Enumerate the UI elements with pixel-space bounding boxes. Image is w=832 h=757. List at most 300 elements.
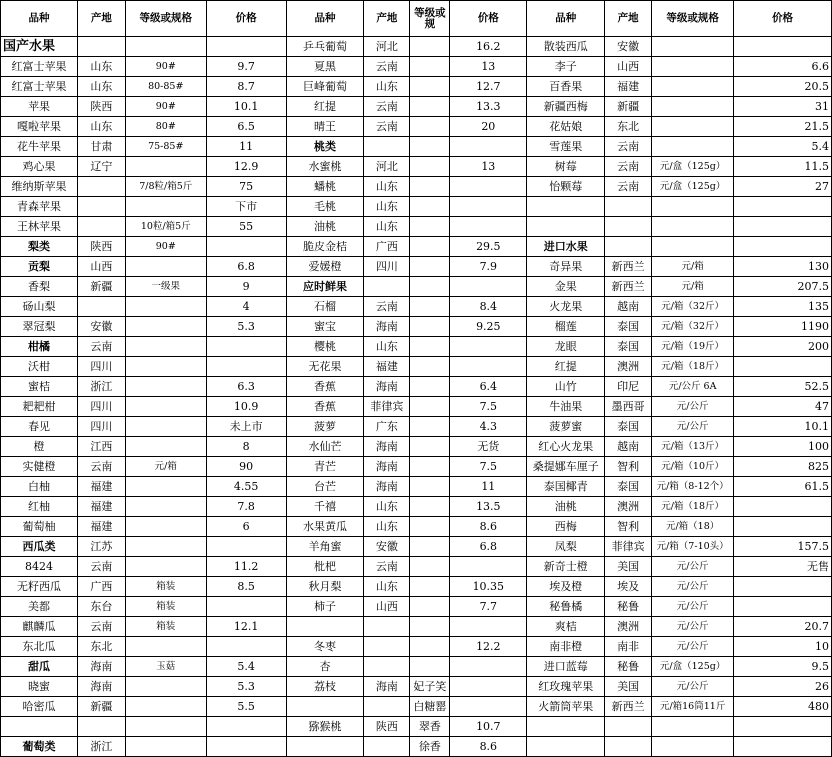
cell-price: 20.5 bbox=[734, 77, 832, 97]
cell-variety bbox=[527, 197, 605, 217]
cell-variety: 巨峰葡萄 bbox=[286, 77, 364, 97]
cell-variety: 进口水果 bbox=[527, 237, 605, 257]
cell-variety bbox=[527, 737, 605, 757]
table-row bbox=[1, 717, 832, 737]
cell-grade: 元/盒（125g） bbox=[652, 157, 734, 177]
cell-price: 下市 bbox=[206, 197, 286, 217]
cell-price: 100 bbox=[734, 437, 832, 457]
cell-grade bbox=[125, 477, 206, 497]
cell-origin: 四川 bbox=[77, 357, 125, 377]
cell-price: 6.8 bbox=[206, 257, 286, 277]
cell-variety: 枇杷 bbox=[286, 557, 364, 577]
cell-origin: 云南 bbox=[364, 297, 410, 317]
cell-variety: 红提 bbox=[527, 357, 605, 377]
cell-grade bbox=[125, 537, 206, 557]
cell-price bbox=[450, 337, 527, 357]
cell-grade bbox=[652, 77, 734, 97]
cell-grade bbox=[125, 337, 206, 357]
cell-grade: 90# bbox=[125, 237, 206, 257]
cell-origin: 南非 bbox=[605, 637, 652, 657]
cell-origin: 山西 bbox=[77, 257, 125, 277]
cell-price bbox=[206, 37, 286, 57]
cell-origin: 澳洲 bbox=[605, 617, 652, 637]
cell-price bbox=[450, 137, 527, 157]
table-row bbox=[1, 337, 832, 357]
table-row bbox=[1, 297, 832, 317]
cell-price: 10.7 bbox=[450, 717, 527, 737]
cell-origin: 四川 bbox=[77, 417, 125, 437]
cell-origin: 江西 bbox=[77, 437, 125, 457]
cell-origin: 广西 bbox=[364, 237, 410, 257]
cell-price: 11.2 bbox=[206, 557, 286, 577]
cell-grade bbox=[125, 377, 206, 397]
cell-variety: 秘鲁橘 bbox=[527, 597, 605, 617]
header-origin: 产地 bbox=[364, 1, 410, 37]
header-price: 价格 bbox=[734, 1, 832, 37]
cell-price: 20 bbox=[450, 117, 527, 137]
cell-grade bbox=[410, 57, 450, 77]
cell-grade: 翠香 bbox=[410, 717, 450, 737]
header-price: 价格 bbox=[450, 1, 527, 37]
cell-price: 13 bbox=[450, 57, 527, 77]
cell-price: 8.7 bbox=[206, 77, 286, 97]
cell-price: 10.1 bbox=[206, 97, 286, 117]
cell-variety: 红提 bbox=[286, 97, 364, 117]
cell-price bbox=[450, 277, 527, 297]
cell-origin: 山东 bbox=[364, 177, 410, 197]
cell-origin: 云南 bbox=[77, 337, 125, 357]
cell-price: 未上市 bbox=[206, 417, 286, 437]
cell-price bbox=[450, 697, 527, 717]
cell-price: 8 bbox=[206, 437, 286, 457]
cell-price bbox=[734, 597, 832, 617]
cell-grade bbox=[410, 417, 450, 437]
cell-origin: 山东 bbox=[364, 337, 410, 357]
cell-grade bbox=[410, 537, 450, 557]
cell-price: 130 bbox=[734, 257, 832, 277]
cell-origin: 秘鲁 bbox=[605, 657, 652, 677]
cell-variety: 东北瓜 bbox=[1, 637, 78, 657]
cell-grade: 元/箱（7-10头） bbox=[652, 537, 734, 557]
header-grade: 等级或规格 bbox=[652, 1, 734, 37]
cell-price: 480 bbox=[734, 697, 832, 717]
cell-grade bbox=[410, 477, 450, 497]
cell-origin bbox=[364, 657, 410, 677]
cell-price bbox=[734, 737, 832, 757]
cell-origin: 山东 bbox=[77, 117, 125, 137]
cell-variety: 国产水果 bbox=[1, 37, 78, 57]
cell-price bbox=[450, 197, 527, 217]
cell-origin: 山东 bbox=[77, 57, 125, 77]
header-origin: 产地 bbox=[77, 1, 125, 37]
table-row bbox=[1, 277, 832, 297]
cell-grade bbox=[652, 37, 734, 57]
cell-grade: 元/箱 bbox=[125, 457, 206, 477]
cell-grade bbox=[410, 277, 450, 297]
header-grade: 等级或规 bbox=[410, 1, 450, 37]
cell-variety: 进口蓝莓 bbox=[527, 657, 605, 677]
cell-variety: 王林苹果 bbox=[1, 217, 78, 237]
table-row bbox=[1, 657, 832, 677]
cell-grade bbox=[410, 117, 450, 137]
cell-variety bbox=[527, 717, 605, 737]
cell-grade bbox=[125, 197, 206, 217]
cell-variety: 泰国椰青 bbox=[527, 477, 605, 497]
cell-origin bbox=[364, 617, 410, 637]
cell-origin: 印尼 bbox=[605, 377, 652, 397]
cell-variety: 荔枝 bbox=[286, 677, 364, 697]
cell-price: 4.3 bbox=[450, 417, 527, 437]
cell-variety: 菠萝蜜 bbox=[527, 417, 605, 437]
cell-variety: 春见 bbox=[1, 417, 78, 437]
cell-origin: 安徽 bbox=[605, 37, 652, 57]
cell-price: 无货 bbox=[450, 437, 527, 457]
cell-grade bbox=[410, 497, 450, 517]
cell-origin: 广东 bbox=[364, 417, 410, 437]
cell-price: 12.7 bbox=[450, 77, 527, 97]
cell-grade bbox=[652, 117, 734, 137]
cell-origin: 云南 bbox=[77, 617, 125, 637]
cell-grade bbox=[410, 197, 450, 217]
cell-variety: 维纳斯苹果 bbox=[1, 177, 78, 197]
cell-origin: 海南 bbox=[364, 677, 410, 697]
cell-origin: 云南 bbox=[605, 157, 652, 177]
table-row bbox=[1, 217, 832, 237]
cell-variety: 南非橙 bbox=[527, 637, 605, 657]
cell-price: 6.8 bbox=[450, 537, 527, 557]
table-row bbox=[1, 357, 832, 377]
cell-origin: 浙江 bbox=[77, 377, 125, 397]
cell-price: 12.1 bbox=[206, 617, 286, 637]
cell-grade bbox=[410, 257, 450, 277]
table-row bbox=[1, 517, 832, 537]
cell-price: 12.2 bbox=[450, 637, 527, 657]
cell-grade bbox=[410, 637, 450, 657]
cell-variety: 杏 bbox=[286, 657, 364, 677]
cell-price: 52.5 bbox=[734, 377, 832, 397]
cell-price: 5.3 bbox=[206, 317, 286, 337]
cell-price: 75 bbox=[206, 177, 286, 197]
cell-variety: 散装西瓜 bbox=[527, 37, 605, 57]
cell-grade bbox=[125, 517, 206, 537]
table-row bbox=[1, 437, 832, 457]
cell-origin bbox=[364, 637, 410, 657]
cell-variety: 葡萄类 bbox=[1, 737, 78, 757]
cell-grade bbox=[125, 37, 206, 57]
cell-origin: 泰国 bbox=[605, 417, 652, 437]
cell-variety: 羊角蜜 bbox=[286, 537, 364, 557]
cell-variety: 李子 bbox=[527, 57, 605, 77]
cell-grade bbox=[410, 617, 450, 637]
cell-variety: 菠萝 bbox=[286, 417, 364, 437]
cell-grade: 元/箱（18斤） bbox=[652, 357, 734, 377]
cell-variety: 水蜜桃 bbox=[286, 157, 364, 177]
cell-grade: 元/公斤 bbox=[652, 677, 734, 697]
cell-origin: 菲律宾 bbox=[364, 397, 410, 417]
cell-variety: 砀山梨 bbox=[1, 297, 78, 317]
cell-grade: 元/箱 bbox=[652, 257, 734, 277]
cell-origin: 河北 bbox=[364, 157, 410, 177]
cell-origin: 福建 bbox=[77, 497, 125, 517]
cell-grade: 80# bbox=[125, 117, 206, 137]
cell-price: 无售 bbox=[734, 557, 832, 577]
cell-grade bbox=[125, 437, 206, 457]
cell-grade: 元/公斤 6A bbox=[652, 377, 734, 397]
header-row bbox=[1, 1, 832, 37]
cell-grade bbox=[410, 337, 450, 357]
cell-variety: 葡萄柚 bbox=[1, 517, 78, 537]
cell-origin: 埃及 bbox=[605, 577, 652, 597]
cell-grade: 元/公斤 bbox=[652, 557, 734, 577]
cell-grade bbox=[410, 657, 450, 677]
cell-grade: 80-85# bbox=[125, 77, 206, 97]
cell-price bbox=[206, 717, 286, 737]
table-row bbox=[1, 497, 832, 517]
cell-grade bbox=[125, 637, 206, 657]
cell-variety bbox=[286, 697, 364, 717]
cell-origin: 陕西 bbox=[364, 717, 410, 737]
cell-variety: 怡颗莓 bbox=[527, 177, 605, 197]
cell-origin bbox=[364, 697, 410, 717]
cell-grade: 元/盒（125g） bbox=[652, 177, 734, 197]
cell-price: 7.5 bbox=[450, 457, 527, 477]
cell-price bbox=[206, 637, 286, 657]
cell-origin: 甘肃 bbox=[77, 137, 125, 157]
header-variety: 品种 bbox=[1, 1, 78, 37]
cell-variety: 青芒 bbox=[286, 457, 364, 477]
cell-grade: 元/公斤 bbox=[652, 397, 734, 417]
cell-origin: 秘鲁 bbox=[605, 597, 652, 617]
cell-origin: 新西兰 bbox=[605, 697, 652, 717]
cell-price: 7.7 bbox=[450, 597, 527, 617]
cell-variety: 香蕉 bbox=[286, 397, 364, 417]
cell-variety: 红柚 bbox=[1, 497, 78, 517]
table-row bbox=[1, 77, 832, 97]
cell-price: 13 bbox=[450, 157, 527, 177]
table-row bbox=[1, 537, 832, 557]
cell-variety: 桑提娜车厘子 bbox=[527, 457, 605, 477]
cell-variety: 奇异果 bbox=[527, 257, 605, 277]
cell-grade: 箱装 bbox=[125, 597, 206, 617]
cell-price bbox=[450, 557, 527, 577]
cell-variety: 花姑娘 bbox=[527, 117, 605, 137]
cell-price: 4 bbox=[206, 297, 286, 317]
cell-origin: 美国 bbox=[605, 677, 652, 697]
cell-origin bbox=[77, 297, 125, 317]
cell-variety: 实健橙 bbox=[1, 457, 78, 477]
cell-variety: 甜瓜 bbox=[1, 657, 78, 677]
cell-variety: 香蕉 bbox=[286, 377, 364, 397]
cell-origin: 海南 bbox=[364, 457, 410, 477]
cell-price: 61.5 bbox=[734, 477, 832, 497]
cell-variety: 苹果 bbox=[1, 97, 78, 117]
cell-variety bbox=[1, 717, 78, 737]
cell-price: 5.4 bbox=[206, 657, 286, 677]
cell-origin: 云南 bbox=[364, 557, 410, 577]
table-row bbox=[1, 117, 832, 137]
cell-origin: 墨西哥 bbox=[605, 397, 652, 417]
cell-grade bbox=[410, 377, 450, 397]
cell-grade bbox=[652, 717, 734, 737]
table-row bbox=[1, 637, 832, 657]
cell-price: 5.5 bbox=[206, 697, 286, 717]
table-row bbox=[1, 197, 832, 217]
cell-grade bbox=[410, 217, 450, 237]
cell-price bbox=[450, 217, 527, 237]
table-row bbox=[1, 477, 832, 497]
cell-price bbox=[734, 37, 832, 57]
cell-variety: 8424 bbox=[1, 557, 78, 577]
cell-variety: 花牛苹果 bbox=[1, 137, 78, 157]
table-row bbox=[1, 177, 832, 197]
cell-price: 29.5 bbox=[450, 237, 527, 257]
cell-origin: 新西兰 bbox=[605, 277, 652, 297]
cell-grade: 90# bbox=[125, 57, 206, 77]
cell-variety: 牛油果 bbox=[527, 397, 605, 417]
cell-grade: 元/箱（32斤） bbox=[652, 297, 734, 317]
cell-price: 8.6 bbox=[450, 737, 527, 757]
cell-grade: 元/箱（10斤） bbox=[652, 457, 734, 477]
cell-origin: 安徽 bbox=[364, 537, 410, 557]
cell-grade bbox=[652, 237, 734, 257]
cell-origin bbox=[605, 217, 652, 237]
cell-price: 1190 bbox=[734, 317, 832, 337]
cell-origin: 福建 bbox=[364, 357, 410, 377]
table-row bbox=[1, 237, 832, 257]
cell-origin: 新疆 bbox=[77, 697, 125, 717]
cell-grade bbox=[652, 197, 734, 217]
cell-origin bbox=[77, 37, 125, 57]
cell-grade: 徐香 bbox=[410, 737, 450, 757]
table-row bbox=[1, 137, 832, 157]
cell-variety: 水果黄瓜 bbox=[286, 517, 364, 537]
cell-price: 4.55 bbox=[206, 477, 286, 497]
cell-grade bbox=[410, 237, 450, 257]
cell-grade bbox=[410, 77, 450, 97]
cell-price: 10.9 bbox=[206, 397, 286, 417]
header-price: 价格 bbox=[206, 1, 286, 37]
table-row bbox=[1, 597, 832, 617]
cell-variety: 雪莲果 bbox=[527, 137, 605, 157]
cell-price: 157.5 bbox=[734, 537, 832, 557]
cell-origin bbox=[364, 277, 410, 297]
cell-variety: 橙 bbox=[1, 437, 78, 457]
cell-price: 20.7 bbox=[734, 617, 832, 637]
cell-grade: 玉菇 bbox=[125, 657, 206, 677]
cell-variety: 秋月梨 bbox=[286, 577, 364, 597]
cell-variety: 梨类 bbox=[1, 237, 78, 257]
cell-price: 8.4 bbox=[450, 297, 527, 317]
cell-grade bbox=[410, 177, 450, 197]
cell-price bbox=[734, 237, 832, 257]
cell-origin: 浙江 bbox=[77, 737, 125, 757]
cell-variety: 西瓜类 bbox=[1, 537, 78, 557]
cell-price: 16.2 bbox=[450, 37, 527, 57]
cell-origin: 澳洲 bbox=[605, 357, 652, 377]
cell-grade: 元/箱（19斤） bbox=[652, 337, 734, 357]
cell-grade bbox=[125, 357, 206, 377]
cell-variety: 蜜桔 bbox=[1, 377, 78, 397]
header-origin: 产地 bbox=[605, 1, 652, 37]
cell-grade bbox=[410, 157, 450, 177]
cell-grade bbox=[410, 457, 450, 477]
cell-price: 13.3 bbox=[450, 97, 527, 117]
cell-grade bbox=[125, 257, 206, 277]
cell-grade: 元/公斤 bbox=[652, 417, 734, 437]
cell-origin: 山东 bbox=[364, 217, 410, 237]
cell-grade bbox=[410, 297, 450, 317]
cell-variety: 青森苹果 bbox=[1, 197, 78, 217]
cell-grade: 元/箱（32斤） bbox=[652, 317, 734, 337]
cell-variety: 石榴 bbox=[286, 297, 364, 317]
cell-grade bbox=[125, 297, 206, 317]
cell-origin: 越南 bbox=[605, 297, 652, 317]
header-grade: 等级或规格 bbox=[125, 1, 206, 37]
cell-variety: 西梅 bbox=[527, 517, 605, 537]
cell-price bbox=[206, 337, 286, 357]
cell-origin: 山东 bbox=[364, 197, 410, 217]
cell-variety: 猕猴桃 bbox=[286, 717, 364, 737]
cell-origin bbox=[605, 737, 652, 757]
cell-origin: 安徽 bbox=[77, 317, 125, 337]
table-row bbox=[1, 737, 832, 757]
cell-grade bbox=[652, 217, 734, 237]
cell-grade bbox=[410, 397, 450, 417]
table-row bbox=[1, 577, 832, 597]
cell-grade: 7/8粒/箱5斤 bbox=[125, 177, 206, 197]
cell-grade bbox=[125, 697, 206, 717]
header-variety: 品种 bbox=[286, 1, 364, 37]
table-row bbox=[1, 157, 832, 177]
cell-grade bbox=[125, 717, 206, 737]
cell-variety: 香梨 bbox=[1, 277, 78, 297]
cell-origin: 云南 bbox=[605, 137, 652, 157]
cell-origin: 新疆 bbox=[605, 97, 652, 117]
cell-origin: 云南 bbox=[364, 57, 410, 77]
table-row bbox=[1, 57, 832, 77]
cell-variety: 翠冠梨 bbox=[1, 317, 78, 337]
cell-grade: 10粒/箱5斤 bbox=[125, 217, 206, 237]
cell-grade bbox=[125, 677, 206, 697]
cell-variety: 金果 bbox=[527, 277, 605, 297]
cell-grade: 元/公斤 bbox=[652, 637, 734, 657]
cell-origin: 辽宁 bbox=[77, 157, 125, 177]
cell-origin: 山东 bbox=[77, 77, 125, 97]
cell-price bbox=[734, 577, 832, 597]
cell-variety: 油桃 bbox=[286, 217, 364, 237]
cell-grade: 元/箱（8-12个） bbox=[652, 477, 734, 497]
cell-grade: 元/箱（13斤） bbox=[652, 437, 734, 457]
cell-grade: 90# bbox=[125, 97, 206, 117]
cell-variety: 毛桃 bbox=[286, 197, 364, 217]
cell-variety: 麒麟瓜 bbox=[1, 617, 78, 637]
cell-grade: 箱装 bbox=[125, 577, 206, 597]
table-row bbox=[1, 377, 832, 397]
cell-origin: 海南 bbox=[77, 657, 125, 677]
cell-variety: 嘎啦苹果 bbox=[1, 117, 78, 137]
cell-grade bbox=[410, 97, 450, 117]
cell-variety: 龙眼 bbox=[527, 337, 605, 357]
cell-grade: 妃子笑 bbox=[410, 677, 450, 697]
cell-origin: 河北 bbox=[364, 37, 410, 57]
cell-variety: 水仙芒 bbox=[286, 437, 364, 457]
cell-variety: 百香果 bbox=[527, 77, 605, 97]
cell-variety: 晴王 bbox=[286, 117, 364, 137]
cell-price: 9.5 bbox=[734, 657, 832, 677]
cell-origin: 菲律宾 bbox=[605, 537, 652, 557]
cell-price bbox=[450, 357, 527, 377]
cell-origin: 四川 bbox=[77, 397, 125, 417]
